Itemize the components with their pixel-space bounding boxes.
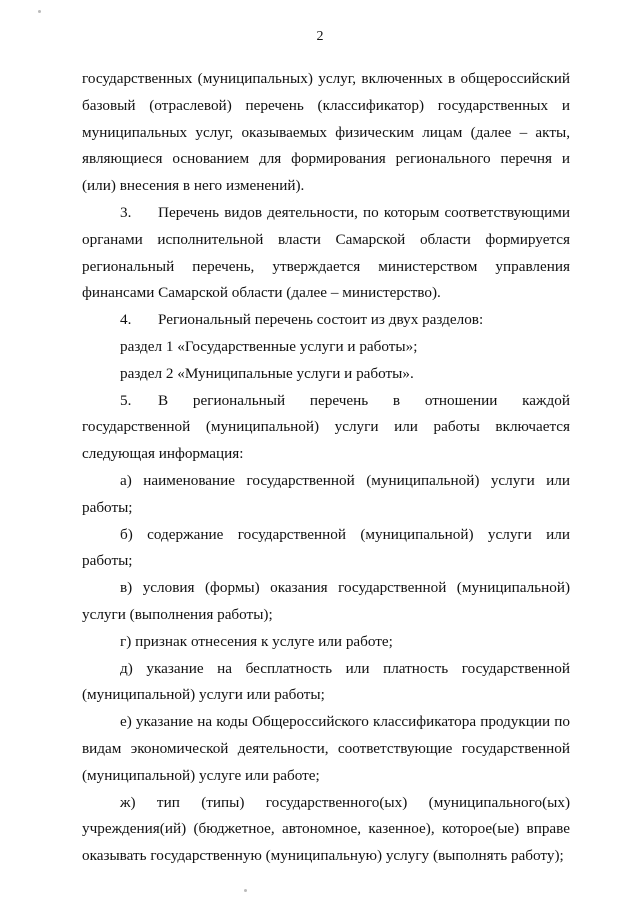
subitem-zh: ж) тип (типы) государственного(ых) (муниципального(ых) учреждения(ий) (бюджетное, автономное, казенное), которое(ые) вправе оказывать государственную (муниципальную) услугу (выполнять работу); <box>82 793 570 865</box>
paragraph-text: Перечень видов деятельности, по которым соответствующими органами исполнительной власти Самарской области формируется региональный перечень, утверждается министерством управления финансами Самарской области (далее – министерство). <box>82 203 570 302</box>
section-line-2: раздел 2 «Муниципальные услуги и работы». <box>120 364 414 382</box>
item-number: 3. <box>120 203 132 221</box>
subitem-v: в) условия (формы) оказания государственной (муниципальной) услуги (выполнения работы); <box>82 579 570 623</box>
paragraph-text: В региональный перечень в отношении каждой государственной (муниципальной) услуги или работы включается следующая информация: <box>82 391 570 463</box>
subitem-a: а) наименование государственной (муниципальной) услуги или работы; <box>82 471 570 516</box>
document-body <box>82 66 570 870</box>
item-number: 4. <box>120 311 132 329</box>
paragraph-item-3 <box>82 200 570 307</box>
subitem-g: г) признак отнесения к услуге или работе; <box>120 632 393 650</box>
paragraph-continuation: государственных (муниципальных) услуг, включенных в общероссийский базовый (отраслевой) перечень (классификатор) государственных и муниципальных услуг, оказываемых физическим лицам (далее – акты, являющиеся основанием для формирования регионального перечня и (или) внесения в него изменений). <box>82 70 570 195</box>
item-number: 5. <box>120 391 132 409</box>
scan-mark <box>244 889 247 892</box>
subitem-d: д) указание на бесплатность или платность государственной (муниципальной) услуги или работы; <box>82 659 570 704</box>
paragraph-text: Региональный перечень состоит из двух разделов: <box>158 311 484 329</box>
subitem-e: е) указание на коды Общероссийского классификатора продукции по видам экономической деятельности, соответствующие государственной (муниципальной) услуге или работе; <box>82 713 570 784</box>
page-number: 2 <box>316 29 324 44</box>
paragraph-item-4 <box>82 307 570 334</box>
paragraph-item-5 <box>82 388 570 468</box>
subitem-b: б) содержание государственной (муниципальной) услуги или работы; <box>82 525 570 570</box>
section-line-1: раздел 1 «Государственные услуги и работы»; <box>120 337 418 355</box>
scan-mark <box>38 10 41 13</box>
